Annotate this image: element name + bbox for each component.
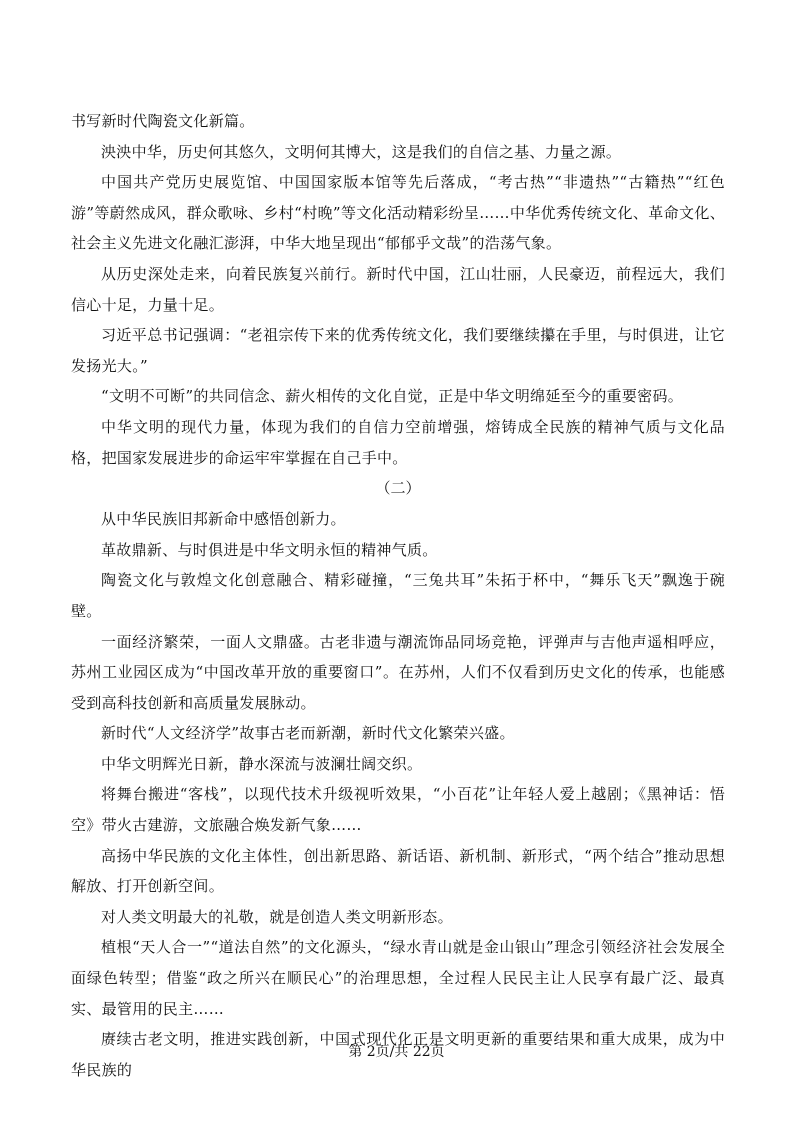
paragraph: 将舞台搬进“客栈”，以现代技术升级视听效果，“小百花”让年轻人爱上越剧；《黑神话：悟空》带火古建游，文旅融合焕发新气象…… — [71, 785, 725, 835]
paragraph: 革故鼎新、与时俱进是中华文明永恒的精神气质。 — [101, 540, 438, 559]
document-body — [71, 106, 725, 1085]
paragraph: 陶瓷文化与敦煌文化创意融合、精彩碰撞，“三兔共耳”朱拓于杯中，“舞乐飞天”飘逸于碗壁。 — [71, 571, 725, 620]
paragraph-continued: 书写新时代陶瓷文化新篇。 — [71, 112, 255, 130]
paragraph: 习近平总书记强调：“老祖宗传下来的优秀传统文化，我们要继续攥在手里，与时俱进，让它发扬光大。” — [71, 326, 725, 375]
section-heading: （二） — [375, 479, 421, 498]
paragraph: 从历史深处走来，向着民族复兴前行。新时代中国，江山壮丽，人民豪迈，前程远大，我们信心十足，力量十足。 — [71, 264, 725, 314]
paragraph: 对人类文明最大的礼敬，就是创造人类文明新形态。 — [101, 907, 453, 926]
paragraph: 泱泱中华，历史何其悠久，文明何其博大，这是我们的自信之基、力量之源。 — [101, 142, 622, 161]
page-footer: 第 2页/共 22页 — [348, 1044, 445, 1060]
paragraph: 一面经济繁荣，一面人文鼎盛。古老非遗与潮流饰品同场竞艳，评弹声与吉他声遥相呼应，苏州工业园区成为“中国改革开放的重要窗口”。在苏州，人们不仅看到历史文化的传承，也能感受到高科技创新和高质量发展脉动。 — [71, 632, 725, 712]
paragraph: “文明不可断”的共同信念、薪火相传的文化自觉，正是中华文明绵延至今的重要密码。 — [101, 387, 684, 406]
paragraph: 中华文明辉光日新，静水深流与波澜壮阔交织。 — [101, 754, 423, 773]
paragraph: 中华文明的现代力量，体现为我们的自信力空前增强，熔铸成全民族的精神气质与文化品格，把国家发展进步的命运牢牢掌握在自己手中。 — [71, 417, 725, 467]
paragraph: 高扬中华民族的文化主体性，创出新思路、新话语、新机制、新形式，“两个结合”推动思想解放、打开创新空间。 — [71, 846, 725, 896]
paragraph: 新时代“人文经济学”故事古老而新潮，新时代文化繁荣兴盛。 — [101, 724, 515, 743]
paragraph: 赓续古老文明，推进实践创新，中国式现代化正是文明更新的重要结果和重大成果，成为中华民族的 — [71, 1030, 725, 1079]
paragraph: 中国共产党历史展览馆、中国国家版本馆等先后落成，“考古热”“非遗热”“古籍热”“红色游”等蔚然成风，群众歌咏、乡村“村晚”等文化活动精彩纷呈……中华优秀传统文化、革命文化、社会主义先进文化融汇澎湃，中华大地呈现出“郁郁乎文哉”的浩荡气象。 — [71, 173, 725, 253]
paragraph: 从中华民族旧邦新命中感悟创新力。 — [101, 510, 346, 529]
paragraph: 植根“天人合一”“道法自然”的文化源头，“绿水青山就是金山银山”理念引领经济社会发展全面绿色转型；借鉴“政之所兴在顺民心”的治理思想，全过程人民民主让人民享有最广泛、最真实、最管用的民主…… — [71, 938, 725, 1018]
